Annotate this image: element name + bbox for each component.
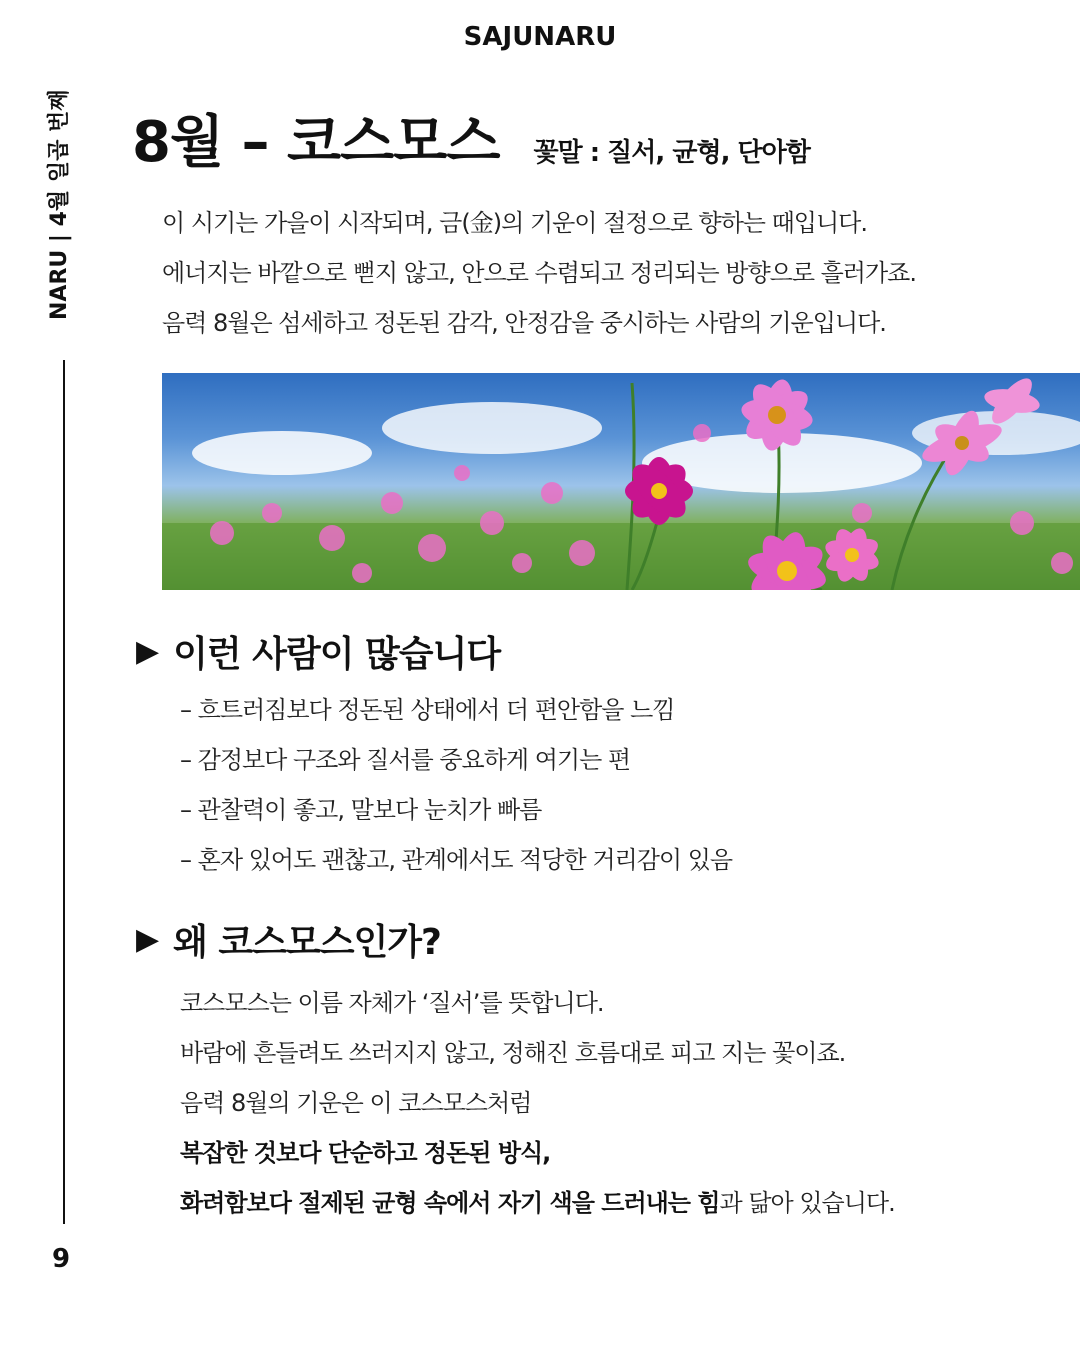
- why-line-bold: [180, 1128, 1060, 1178]
- cosmos-illustration: [162, 373, 1080, 590]
- triangle-right-icon: ▶: [136, 634, 160, 669]
- list-item: – 흐트러짐보다 정돈된 상태에서 더 편안함을 느낌: [180, 696, 675, 724]
- why-line: 음력 8월의 기운은 이 코스모스처럼: [180, 1089, 532, 1117]
- list-item: – 관찰력이 좋고, 말보다 눈치가 빠름: [180, 796, 542, 824]
- bold-text: 화려함보다 절제된 균형 속에서 자기 색을 드러내는 힘: [180, 1189, 720, 1217]
- intro-text: [162, 198, 1062, 348]
- triangle-right-icon: ▶: [136, 922, 160, 957]
- page-title: 8월 – 코스모스: [132, 110, 500, 175]
- intro-line: 이 시기는 가을이 시작되며, 금(金)의 기운이 절정으로 향하는 때입니다.: [162, 209, 867, 237]
- section-title: 왜 코스모스인가?: [173, 922, 441, 963]
- brand-title: SAJUNARU: [463, 22, 617, 52]
- why-line-final: [180, 1178, 1060, 1228]
- list-item: – 감정보다 구조와 질서를 중요하게 여기는 편: [180, 746, 631, 774]
- section-why-header: [136, 914, 441, 965]
- tail-text: 과 닮아 있습니다.: [719, 1189, 895, 1217]
- bold-text: 복잡한 것보다 단순하고 정돈된 방식,: [180, 1139, 551, 1167]
- why-line: 코스모스는 이름 자체가 ‘질서’를 뜻합니다.: [180, 989, 604, 1017]
- side-divider: [63, 360, 65, 1224]
- section-title: 이런 사람이 많습니다: [173, 634, 501, 675]
- page-number: 9: [52, 1244, 71, 1274]
- title-row: [132, 98, 810, 178]
- section-people-header: [136, 626, 500, 677]
- intro-line: 음력 8월은 섬세하고 정돈된 감각, 안정감을 중시하는 사람의 기운입니다.: [162, 309, 886, 337]
- flower-language: 꽃말 : 질서, 균형, 단아함: [533, 138, 810, 168]
- why-text: [180, 978, 1060, 1228]
- cosmos-photo: [162, 373, 1080, 590]
- intro-line: 에너지는 바깥으로 뻗지 않고, 안으로 수렴되고 정리되는 방향으로 흘러가죠.: [162, 259, 916, 287]
- list-item: – 혼자 있어도 괜찮고, 관계에서도 적당한 거리감이 있음: [180, 846, 733, 874]
- traits-list: [180, 685, 732, 885]
- side-section-label: NARU | 4월 일곱 번째: [47, 89, 72, 320]
- why-line: 바람에 흔들려도 쓰러지지 않고, 정해진 흐름대로 피고 지는 꽃이죠.: [180, 1039, 846, 1067]
